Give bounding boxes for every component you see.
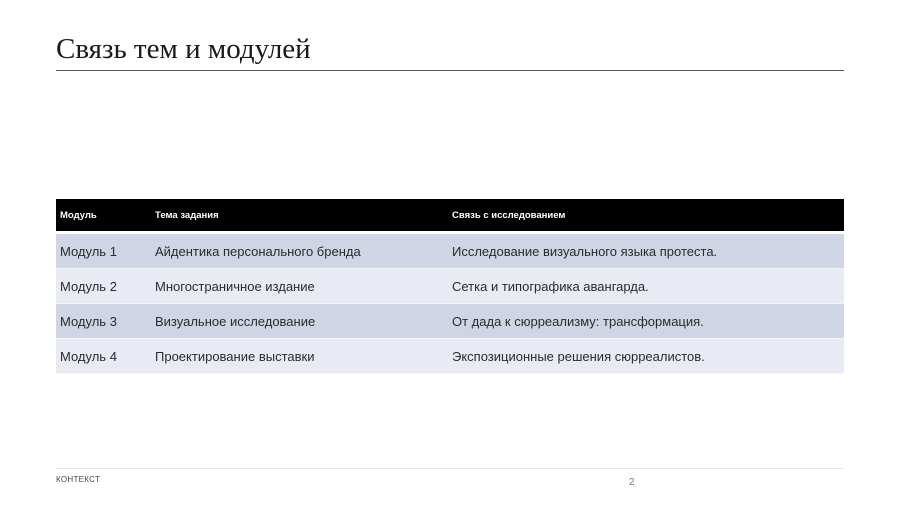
cell-module: Модуль 1: [56, 233, 151, 269]
table-row: [56, 339, 844, 374]
column-header-research-link: Связь с исследованием: [448, 199, 844, 233]
cell-research-link: Сетка и типографика авангарда.: [448, 269, 844, 304]
table-row: [56, 304, 844, 339]
cell-topic: Айдентика персонального бренда: [151, 233, 448, 269]
footer-section-label: КОНТЕКСТ: [56, 475, 101, 484]
cell-research-link: Исследование визуального языка протеста.: [448, 233, 844, 269]
cell-module: Модуль 2: [56, 269, 151, 304]
footer-divider: [56, 468, 844, 469]
title-divider: [56, 70, 844, 71]
cell-module: Модуль 3: [56, 304, 151, 339]
page-title: Связь тем и модулей: [56, 33, 311, 65]
cell-topic: Проектирование выставки: [151, 339, 448, 374]
page-number: 2: [629, 477, 635, 488]
column-header-module: Модуль: [56, 199, 151, 233]
table-row: [56, 269, 844, 304]
table-header-row: [56, 199, 844, 233]
cell-module: Модуль 4: [56, 339, 151, 374]
cell-research-link: Экспозиционные решения сюрреалистов.: [448, 339, 844, 374]
modules-table: [56, 199, 844, 374]
column-header-topic: Тема задания: [151, 199, 448, 233]
table-row: [56, 233, 844, 269]
cell-topic: Визуальное исследование: [151, 304, 448, 339]
cell-topic: Многостраничное издание: [151, 269, 448, 304]
cell-research-link: От дада к сюрреализму: трансформация.: [448, 304, 844, 339]
